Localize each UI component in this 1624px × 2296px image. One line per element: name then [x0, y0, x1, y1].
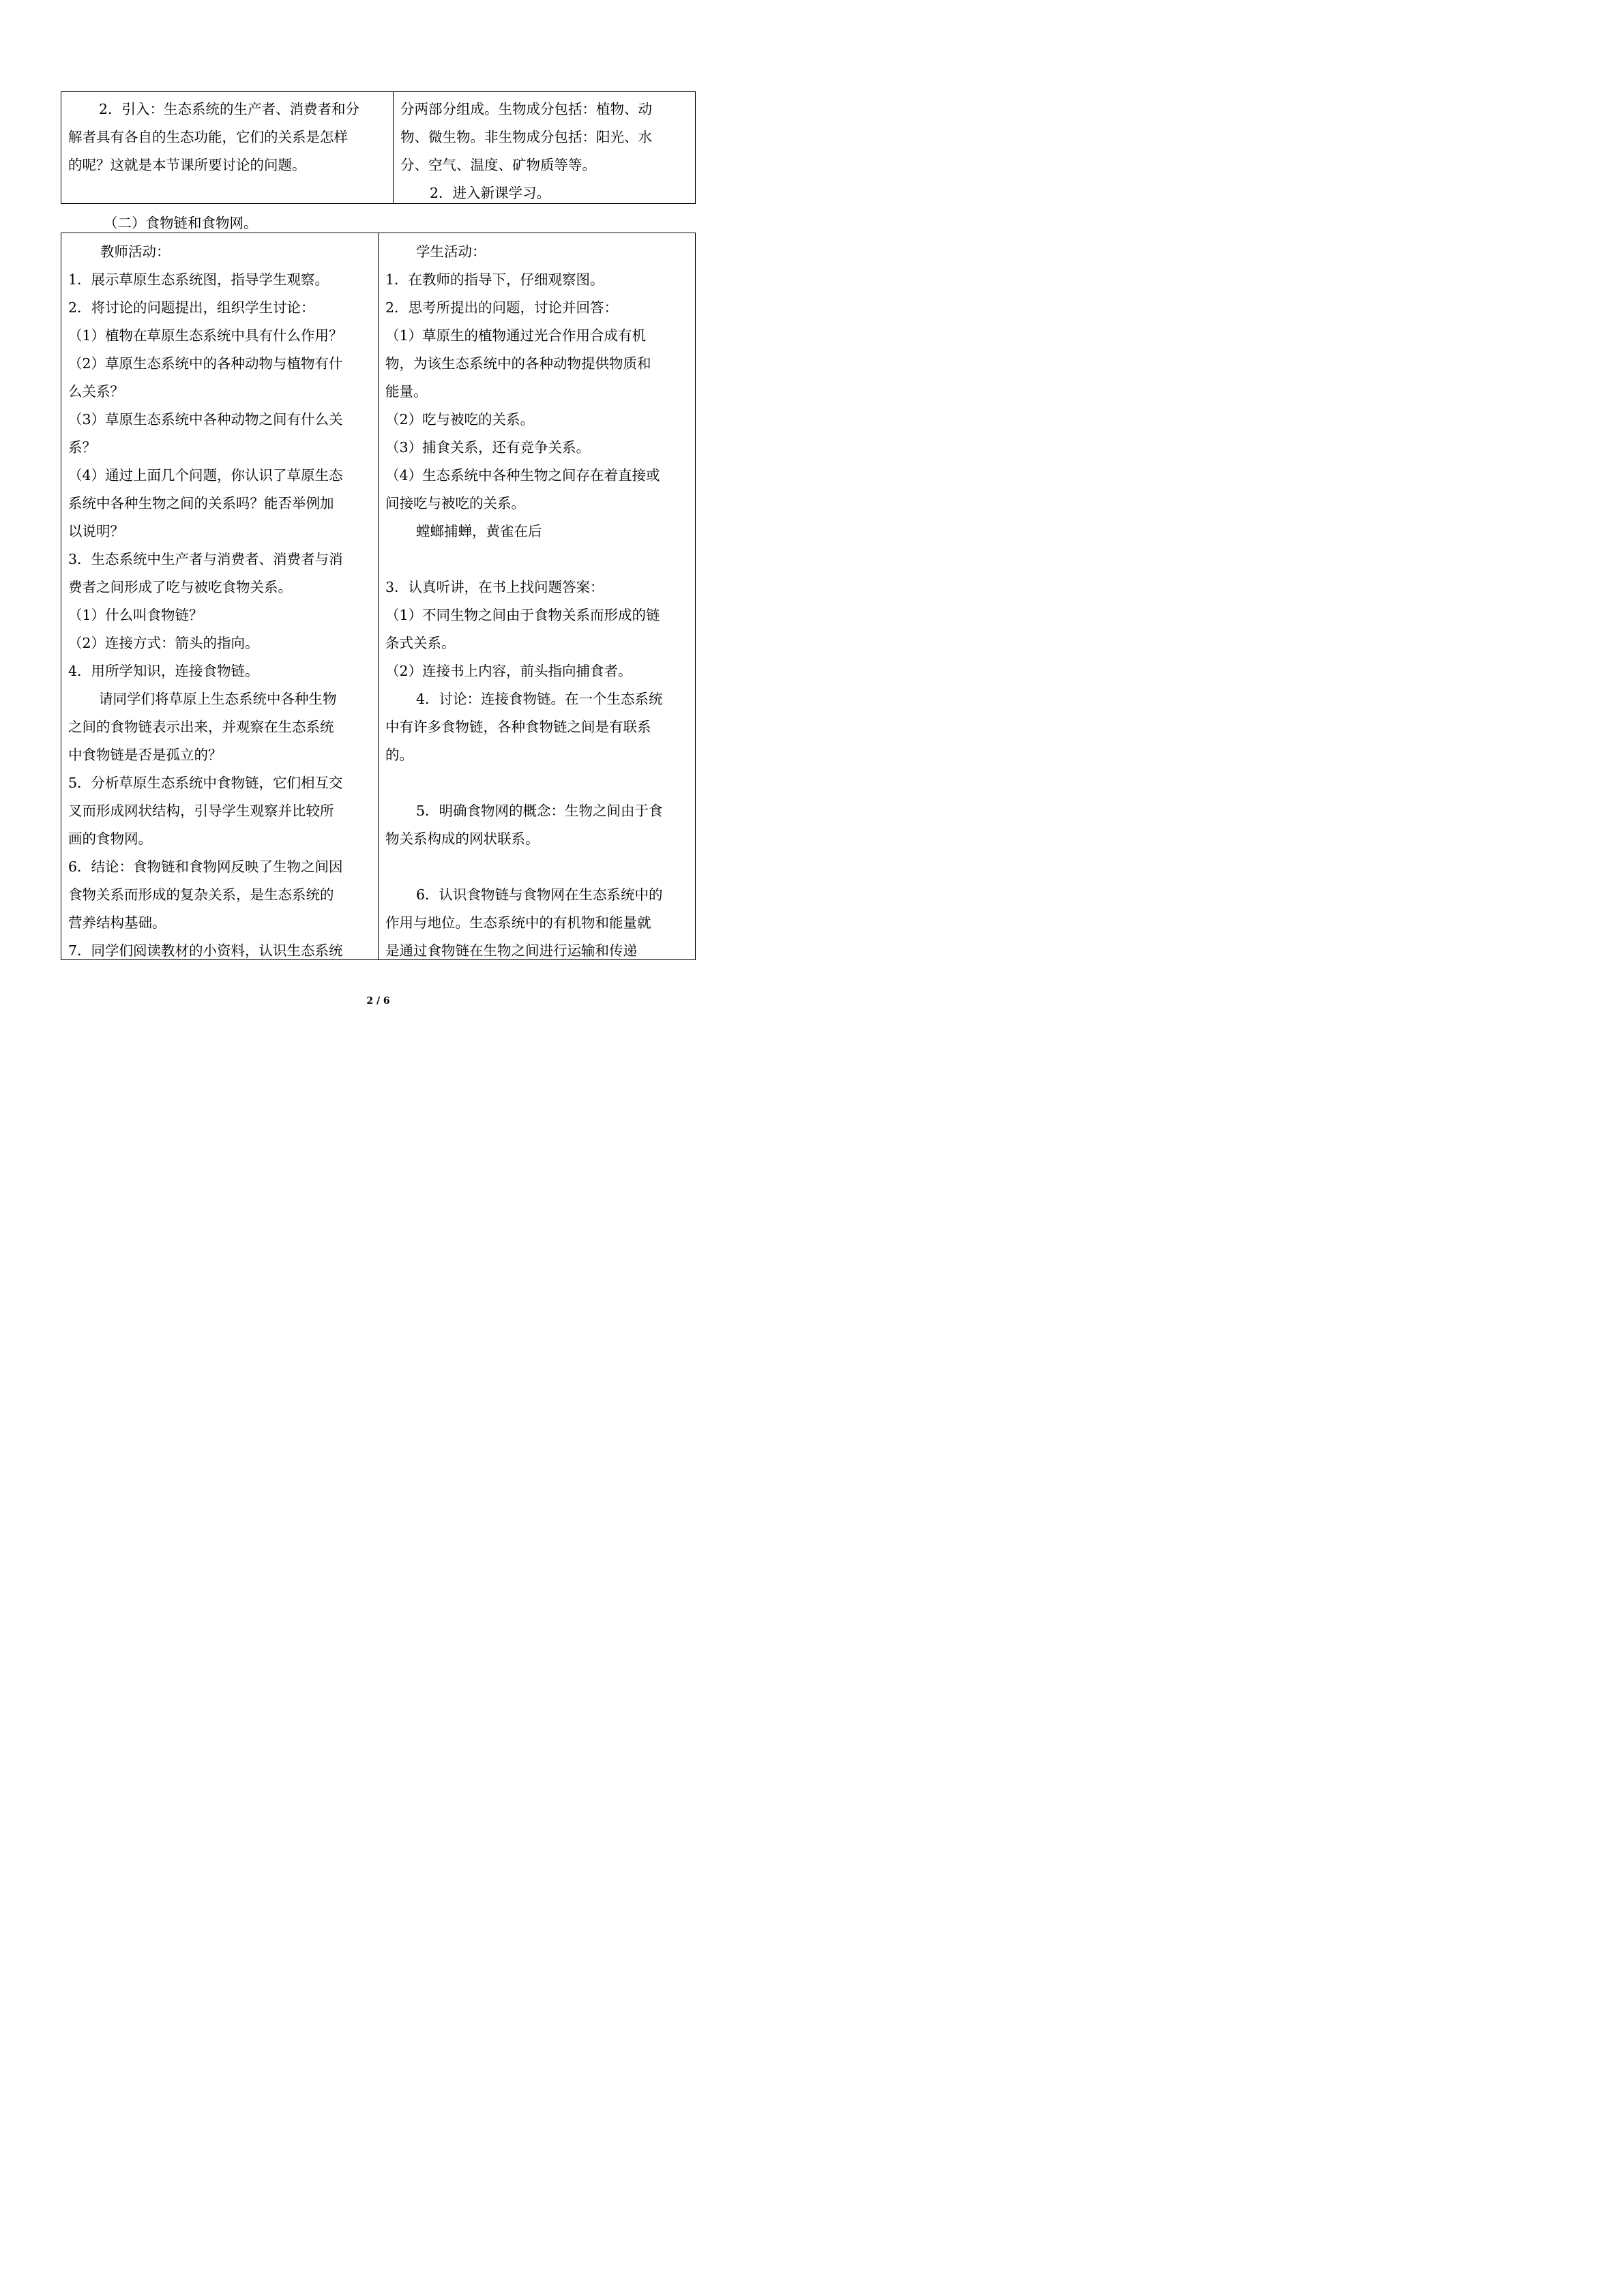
teacher-line: 画的食物网。 — [68, 831, 152, 847]
teacher-line: 7．同学们阅读教材的小资料，认识生态系统 — [68, 942, 343, 959]
student-line: （4）生态系统中各种生物之间存在着直接或 — [385, 467, 660, 483]
teacher-intro-line-1: 2．引入：生态系统的生产者、消费者和分 — [99, 101, 360, 117]
teacher-activity-header: 教师活动： — [100, 243, 171, 260]
teacher-line: （2）草原生态系统中的各种动物与植物有什 — [68, 355, 343, 372]
student-line: 物关系构成的网状联系。 — [385, 831, 540, 847]
teacher-line: （3）草原生态系统中各种动物之间有什么关 — [68, 411, 343, 428]
student-line: （3）捕食关系，还有竞争关系。 — [385, 439, 591, 456]
teacher-line: 以说明？ — [68, 523, 124, 539]
student-line: 1．在教师的指导下，仔细观察图。 — [385, 271, 604, 288]
teacher-line: 4．用所学知识，连接食物链。 — [68, 663, 259, 679]
student-line: （2）连接书上内容，前头指向捕食者。 — [385, 663, 632, 679]
student-line: 作用与地位。生态系统中的有机物和能量就 — [385, 914, 651, 931]
teacher-line: 叉而形成网状结构，引导学生观察并比较所 — [68, 803, 334, 819]
teacher-line: 2．将讨论的问题提出，组织学生讨论： — [68, 299, 315, 316]
teacher-line: 营养结构基础。 — [68, 914, 166, 931]
student-line: 的。 — [385, 747, 413, 763]
teacher-line: 6．结论：食物链和食物网反映了生物之间因 — [68, 859, 343, 875]
student-line: 5．明确食物网的概念：生物之间由于食 — [416, 803, 663, 819]
student-line: 是通过食物链在生物之间进行运输和传递 — [385, 942, 637, 959]
teacher-line: 系统中各种生物之间的关系吗？能否举例加 — [68, 495, 334, 511]
teacher-line: 费者之间形成了吃与被吃食物关系。 — [68, 579, 292, 595]
student-intro-line-3: 分、空气、温度、矿物质等等。 — [400, 157, 596, 173]
teacher-line: 么关系？ — [68, 383, 124, 400]
student-line: 条式关系。 — [385, 635, 456, 651]
teacher-line: 之间的食物链表示出来，并观察在生态系统 — [68, 719, 334, 735]
teacher-line: 请同学们将草原上生态系统中各种生物 — [99, 691, 337, 707]
teacher-line: （1）植物在草原生态系统中具有什么作用？ — [68, 327, 343, 344]
teacher-line: 5．分析草原生态系统中食物链，它们相互交 — [68, 775, 343, 791]
student-line: 物，为该生态系统中的各种动物提供物质和 — [385, 355, 651, 372]
student-line: 中有许多食物链，各种食物链之间是有联系 — [385, 719, 651, 735]
teacher-line: 系？ — [68, 439, 96, 456]
column-divider — [393, 92, 394, 203]
teacher-line: 食物关系而形成的复杂关系，是生态系统的 — [68, 886, 334, 903]
teacher-line: （1）什么叫食物链？ — [68, 607, 203, 623]
student-line: （2）吃与被吃的关系。 — [385, 411, 535, 428]
section-title: （二）食物链和食物网。 — [104, 215, 258, 231]
student-intro-line-2: 物、微生物。非生物成分包括：阳光、水 — [400, 129, 652, 145]
page-number: 2 / 6 — [366, 996, 390, 1007]
teacher-intro-line-3: 的呢？这就是本节课所要讨论的问题。 — [68, 157, 306, 173]
student-intro-line-4: 2．进入新课学习。 — [430, 185, 551, 201]
column-divider — [378, 233, 379, 959]
student-line: （1）草原生的植物通过光合作用合成有机 — [385, 327, 647, 344]
teacher-line: （4）通过上面几个问题，你认识了草原生态 — [68, 467, 343, 483]
student-line: 间接吃与被吃的关系。 — [385, 495, 525, 511]
student-activity-header: 学生活动： — [416, 243, 486, 260]
teacher-line: 中食物链是否是孤立的？ — [68, 747, 222, 763]
student-line: 螳螂捕蝉，黄雀在后 — [416, 523, 542, 539]
student-line: （1）不同生物之间由于食物关系而形成的链 — [385, 607, 660, 623]
student-line: 2．思考所提出的问题，讨论并回答： — [385, 299, 619, 316]
student-line: 能量。 — [385, 383, 428, 400]
student-line: 4．讨论：连接食物链。在一个生态系统 — [416, 691, 663, 707]
teacher-line: 3．生态系统中生产者与消费者、消费者与消 — [68, 551, 343, 567]
teacher-line: （2）连接方式：箭头的指向。 — [68, 635, 259, 651]
student-intro-line-1: 分两部分组成。生物成分包括：植物、动 — [400, 101, 652, 117]
student-line: 3．认真听讲，在书上找问题答案： — [385, 579, 604, 595]
teacher-intro-line-2: 解者具有各自的生态功能，它们的关系是怎样 — [68, 129, 348, 145]
teacher-line: 1．展示草原生态系统图，指导学生观察。 — [68, 271, 329, 288]
student-line: 6．认识食物链与食物网在生态系统中的 — [416, 886, 663, 903]
